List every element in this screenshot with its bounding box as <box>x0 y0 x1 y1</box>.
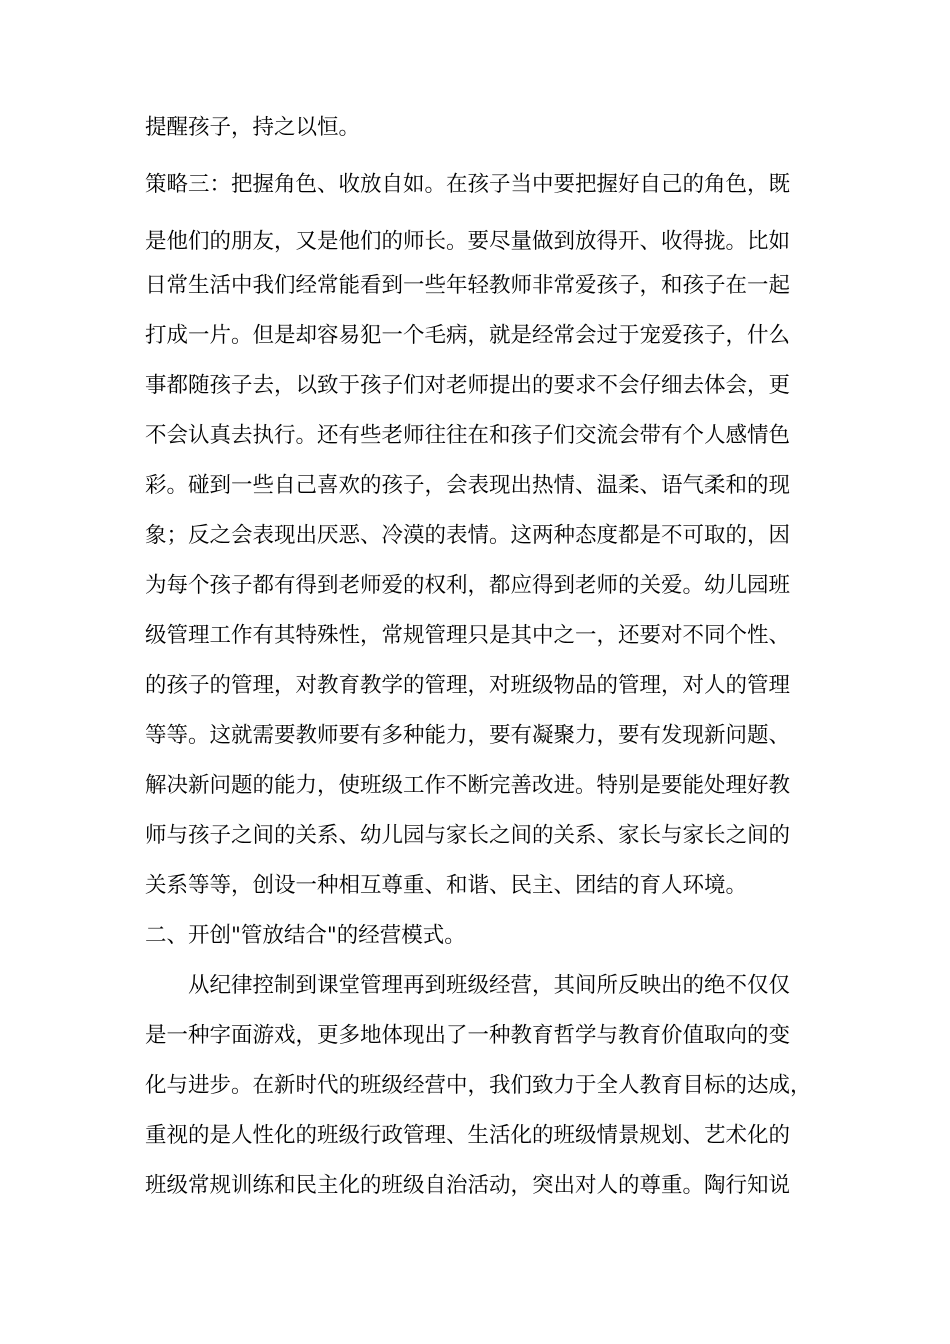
text-line: 的孩子的管理，对教育教学的管理，对班级物品的管理，对人的管理 <box>145 673 791 698</box>
text-line: 不会认真去执行。还有些老师往往在和孩子们交流会带有个人感情色 <box>145 423 791 448</box>
text-line: 师与孩子之间的关系、幼儿园与家长之间的关系、家长与家长之间的 <box>145 823 791 848</box>
text-line: 提醒孩子，持之以恒。 <box>145 115 361 140</box>
text-line: 象；反之会表现出厌恶、冷漠的表情。这两种态度都是不可取的，因 <box>145 523 791 548</box>
paragraph-first-line: 从纪律控制到课堂管理再到班级经营，其间所反映出的绝不仅仅 <box>188 973 791 998</box>
text-line: 打成一片。但是却容易犯一个毛病，就是经常会过于宠爱孩子，什么 <box>145 323 791 348</box>
text-line: 班级常规训练和民主化的班级自治活动，突出对人的尊重。陶行知说 <box>145 1173 791 1198</box>
text-line: 是他们的朋友，又是他们的师长。要尽量做到放得开、收得拢。比如 <box>145 229 791 254</box>
strategy-three-heading-line: 策略三：把握角色、收放自如。在孩子当中要把握好自己的角色，既 <box>145 172 791 197</box>
section-heading-line: 二、开创"管放结合"的经营模式。 <box>145 923 466 948</box>
text-line: 为每个孩子都有得到老师爱的权利，都应得到老师的关爱。幼儿园班 <box>145 573 791 598</box>
text-line: 日常生活中我们经常能看到一些年轻教师非常爱孩子，和孩子在一起 <box>145 273 791 298</box>
text-line: 是一种字面游戏，更多地体现出了一种教育哲学与教育价值取向的变 <box>145 1023 791 1048</box>
text-line: 关系等等，创设一种相互尊重、和谐、民主、团结的育人环境。 <box>145 873 748 898</box>
text-line: 等等。这就需要教师要有多种能力，要有凝聚力，要有发现新问题、 <box>145 723 791 748</box>
text-line: 彩。碰到一些自己喜欢的孩子，会表现出热情、温柔、语气柔和的现 <box>145 473 791 498</box>
text-line: 级管理工作有其特殊性，常规管理只是其中之一，还要对不同个性、 <box>145 623 791 648</box>
text-line: 解决新问题的能力，使班级工作不断完善改进。特别是要能处理好教 <box>145 773 791 798</box>
text-line: 事都随孩子去，以致于孩子们对老师提出的要求不会仔细去体会，更 <box>145 373 791 398</box>
text-line: 重视的是人性化的班级行政管理、生活化的班级情景规划、艺术化的 <box>145 1123 791 1148</box>
text-line: 化与进步。在新时代的班级经营中，我们致力于全人教育目标的达成， <box>145 1073 812 1098</box>
